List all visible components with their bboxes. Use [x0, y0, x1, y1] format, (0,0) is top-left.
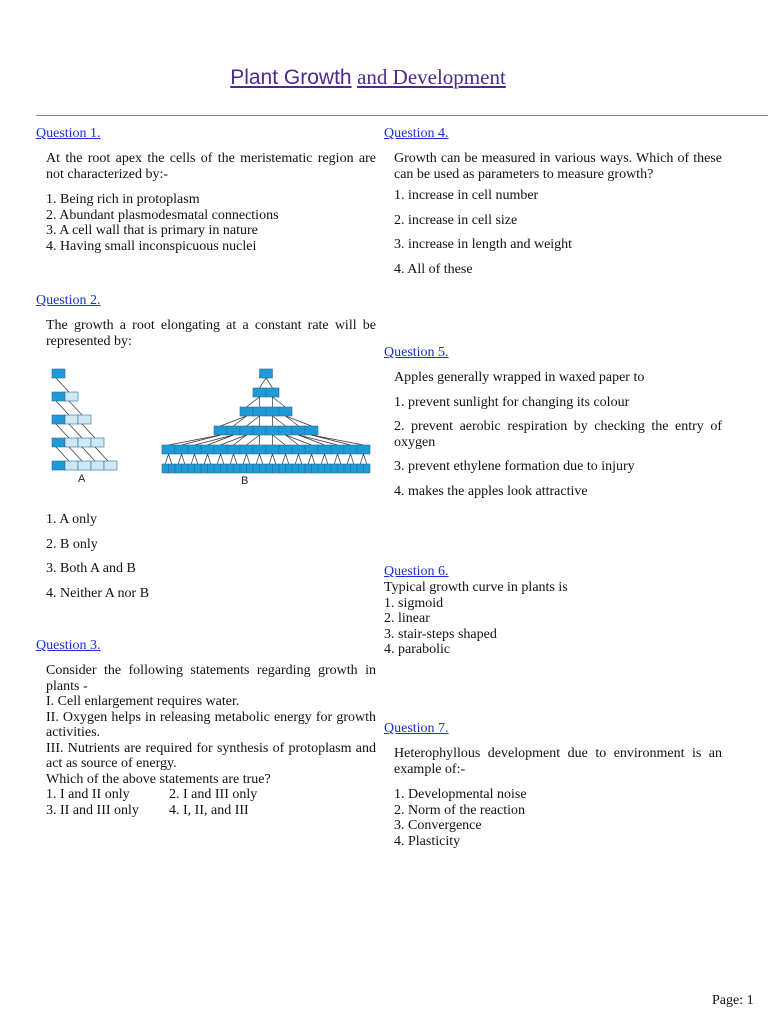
cell-block: [234, 464, 241, 473]
growth-figure: [48, 366, 374, 488]
cell-block: [221, 464, 228, 473]
division-arrow: [208, 454, 211, 464]
cell-block: [318, 445, 331, 454]
question-5-option[interactable]: 4. makes the apples look attractive: [394, 483, 588, 499]
question-5: [384, 345, 724, 499]
cell-block: [162, 445, 175, 454]
cell-block: [65, 461, 78, 470]
question-1-option[interactable]: 3. A cell wall that is primary in nature: [46, 223, 258, 238]
division-arrow: [260, 454, 263, 464]
cell-block: [273, 464, 280, 473]
division-arrow: [247, 397, 260, 407]
division-arrow: [282, 454, 285, 464]
figure-label-b: B: [241, 475, 249, 487]
division-arrow: [169, 454, 172, 464]
cell-block: [260, 464, 267, 473]
cell-block: [201, 464, 208, 473]
cell-block: [240, 445, 253, 454]
cell-block: [357, 445, 370, 454]
question-3-statement: III. Nutrients are required for synthesis of protoplasm and act as source of energy.: [46, 740, 376, 771]
cell-block: [175, 464, 182, 473]
cell-block: [247, 464, 254, 473]
question-1-option[interactable]: 1. Being rich in protoplasm: [46, 192, 200, 207]
cell-block: [338, 464, 345, 473]
division-arrow: [286, 435, 312, 445]
question-7-stem: Heterophyllous development due to environment is an example of:-: [394, 746, 722, 777]
division-arrow: [247, 454, 250, 464]
question-2-option[interactable]: 1. A only: [46, 512, 97, 527]
cell-block: [357, 464, 364, 473]
division-arrow: [266, 378, 273, 388]
division-arrow: [95, 447, 108, 461]
division-arrow: [178, 454, 181, 464]
question-2: [36, 293, 376, 349]
division-arrow: [56, 424, 69, 438]
cell-block: [253, 407, 266, 416]
question-4-stem: Growth can be measured in various ways. Which of these can be used as parameters to measure growth?: [394, 151, 722, 182]
cell-block: [65, 392, 78, 401]
question-3-option[interactable]: 3. II and III only: [46, 802, 139, 818]
figure-label-a: A: [78, 473, 86, 485]
question-7: [384, 721, 724, 849]
cell-block: [344, 445, 357, 454]
division-arrow: [321, 454, 324, 464]
question-1-option[interactable]: 2. Abundant plasmodesmatal connections: [46, 207, 279, 223]
division-arrow: [325, 454, 328, 464]
division-arrow: [364, 454, 367, 464]
cell-block: [52, 415, 65, 424]
question-6-link[interactable]: Question 6.: [384, 564, 449, 579]
division-arrow: [69, 424, 82, 438]
cell-block: [240, 464, 247, 473]
cell-block: [325, 464, 332, 473]
question-4-option[interactable]: 4. All of these: [394, 261, 473, 277]
division-arrow: [351, 454, 354, 464]
cell-block: [52, 369, 65, 378]
question-5-option[interactable]: 3. prevent ethylene formation due to injury: [394, 459, 635, 474]
question-2-link[interactable]: Question 2.: [36, 293, 101, 308]
page-number: Page: 1: [712, 993, 754, 1008]
question-5-option[interactable]: 2. prevent aerobic respiration by checking the entry of oxygen: [394, 419, 722, 450]
division-arrow: [191, 454, 194, 464]
cell-block: [240, 407, 253, 416]
cell-block: [65, 415, 78, 424]
division-arrow: [56, 378, 69, 392]
division-arrow: [273, 416, 286, 426]
division-arrow: [299, 454, 302, 464]
question-6-option[interactable]: 2. linear: [384, 611, 430, 626]
cell-block: [305, 426, 318, 435]
question-2-option[interactable]: 2. B only: [46, 536, 98, 552]
division-arrow: [165, 454, 168, 464]
cell-block: [266, 445, 279, 454]
division-arrow: [69, 447, 82, 461]
cell-block: [214, 426, 227, 435]
cell-block: [214, 464, 221, 473]
cell-block: [331, 445, 344, 454]
division-arrow: [195, 454, 198, 464]
question-1-option[interactable]: 4. Having small inconspicuous nuclei: [46, 238, 257, 254]
cell-block: [208, 464, 215, 473]
division-arrow: [234, 454, 237, 464]
cell-block: [305, 464, 312, 473]
cell-block: [299, 464, 306, 473]
cell-block: [201, 445, 214, 454]
cell-block: [52, 438, 65, 447]
question-6-option[interactable]: 3. stair-steps shaped: [384, 626, 497, 642]
division-arrow: [286, 416, 299, 426]
division-arrow: [182, 454, 185, 464]
question-3-option[interactable]: 4. I, II, and III: [169, 802, 249, 818]
cell-block: [227, 426, 240, 435]
question-6-option[interactable]: 1. sigmoid: [384, 595, 444, 611]
question-7-link[interactable]: Question 7.: [384, 721, 449, 736]
cell-block: [253, 426, 266, 435]
cell-block: [182, 464, 189, 473]
cell-block: [91, 438, 104, 447]
division-arrow: [234, 416, 247, 426]
division-arrow: [221, 435, 247, 445]
division-arrow: [221, 416, 247, 426]
cell-block: [175, 445, 188, 454]
division-arrow: [286, 416, 312, 426]
division-arrow: [256, 454, 259, 464]
division-arrow: [56, 401, 69, 415]
question-2-option[interactable]: 4. Neither A nor B: [46, 585, 150, 601]
division-arrow: [334, 454, 337, 464]
division-arrow: [260, 378, 267, 388]
question-1: [36, 126, 376, 254]
cell-block: [253, 445, 266, 454]
division-arrow: [286, 454, 289, 464]
question-3-option[interactable]: 1. I and II only: [46, 787, 130, 802]
cell-block: [286, 464, 293, 473]
cell-block: [266, 426, 279, 435]
question-1-link[interactable]: Question 1.: [36, 126, 101, 141]
question-5-stem: Apples generally wrapped in waxed paper to: [394, 370, 645, 385]
question-2-options: [46, 508, 366, 606]
division-arrow: [56, 447, 69, 461]
cell-block: [52, 392, 65, 401]
question-3-stem: Consider the following statements regarding growth in plants -: [46, 663, 376, 694]
cell-block: [351, 464, 358, 473]
question-3-statement: I. Cell enlargement requires water.: [46, 694, 240, 709]
division-arrow: [247, 416, 260, 426]
cell-block: [169, 464, 176, 473]
question-6: [384, 564, 724, 658]
cell-block: [188, 445, 201, 454]
page-title: [0, 64, 736, 90]
cell-block: [78, 438, 91, 447]
question-6-option[interactable]: 4. parabolic: [384, 642, 451, 657]
cell-block: [227, 464, 234, 473]
question-2-stem: The growth a root elongating at a constant rate will be represented by:: [46, 318, 376, 349]
division-arrow: [312, 454, 315, 464]
question-3: [36, 638, 376, 818]
cell-block: [279, 426, 292, 435]
division-arrow: [273, 397, 286, 407]
question-7-option[interactable]: 1. Developmental noise: [394, 787, 527, 802]
division-arrow: [221, 454, 224, 464]
division-arrow: [269, 454, 272, 464]
division-arrow: [82, 447, 95, 461]
cell-block: [91, 461, 104, 470]
cell-block: [305, 445, 318, 454]
question-3-statement: II. Oxygen helps in releasing metabolic energy for growth activities.: [46, 709, 376, 740]
division-arrow: [273, 454, 276, 464]
cell-block: [266, 407, 279, 416]
question-7-option[interactable]: 3. Convergence: [394, 818, 482, 833]
cell-block: [331, 464, 338, 473]
title-part-2: and Development: [357, 65, 506, 89]
cell-block: [253, 388, 266, 397]
division-arrow: [217, 454, 220, 464]
cell-block: [78, 415, 91, 424]
question-5-option[interactable]: 1. prevent sunlight for changing its colour: [394, 394, 630, 410]
cell-block: [253, 464, 260, 473]
cell-block: [279, 445, 292, 454]
cell-block: [260, 369, 273, 378]
division-arrow: [273, 435, 286, 445]
question-2-option[interactable]: 3. Both A and B: [46, 561, 136, 576]
division-arrow: [234, 435, 247, 445]
cell-block: [318, 464, 325, 473]
division-arrow: [247, 435, 260, 445]
cell-block: [188, 464, 195, 473]
division-arrow: [286, 435, 299, 445]
cell-block: [266, 464, 273, 473]
cell-block: [292, 445, 305, 454]
cell-block: [195, 464, 202, 473]
division-arrow: [360, 454, 363, 464]
question-3-question: Which of the above statements are true?: [46, 771, 271, 787]
question-6-stem: Typical growth curve in plants is: [384, 580, 568, 595]
question-7-option[interactable]: 4. Plasticity: [394, 833, 461, 849]
question-4-link[interactable]: Question 4.: [384, 126, 449, 141]
cell-block: [162, 464, 169, 473]
question-3-option[interactable]: 2. I and III only: [169, 787, 258, 802]
question-7-option[interactable]: 2. Norm of the reaction: [394, 802, 526, 818]
division-arrow: [295, 454, 298, 464]
division-arrow: [243, 454, 246, 464]
cell-block: [52, 461, 65, 470]
cell-block: [240, 426, 253, 435]
cell-block: [214, 445, 227, 454]
cell-block: [279, 464, 286, 473]
division-arrow: [230, 454, 233, 464]
question-4-option[interactable]: 1. increase in cell number: [394, 188, 539, 203]
cell-block: [279, 407, 292, 416]
division-arrow: [347, 454, 350, 464]
division-arrow: [308, 454, 311, 464]
title-part-1: Plant Growth: [230, 66, 352, 89]
division-arrow: [338, 454, 341, 464]
question-4-option[interactable]: 2. increase in cell size: [394, 212, 518, 228]
figure-b-diagram: [162, 369, 370, 473]
cell-block: [312, 464, 319, 473]
question-5-link[interactable]: Question 5.: [384, 345, 449, 360]
cell-block: [364, 464, 371, 473]
header-divider: [36, 115, 768, 116]
cell-block: [104, 461, 117, 470]
cell-block: [227, 445, 240, 454]
cell-block: [292, 464, 299, 473]
question-3-link[interactable]: Question 3.: [36, 638, 101, 653]
cell-block: [65, 438, 78, 447]
division-arrow: [69, 401, 82, 415]
figure-a-diagram: [52, 369, 117, 470]
division-arrow: [82, 424, 95, 438]
cell-block: [266, 388, 279, 397]
cell-block: [78, 461, 91, 470]
question-4: [384, 126, 724, 282]
cell-block: [344, 464, 351, 473]
cell-block: [292, 426, 305, 435]
question-1-stem: At the root apex the cells of the meristematic region are not characterized by:-: [46, 151, 376, 182]
division-arrow: [204, 454, 207, 464]
question-4-option[interactable]: 3. increase in length and weight: [394, 237, 573, 252]
